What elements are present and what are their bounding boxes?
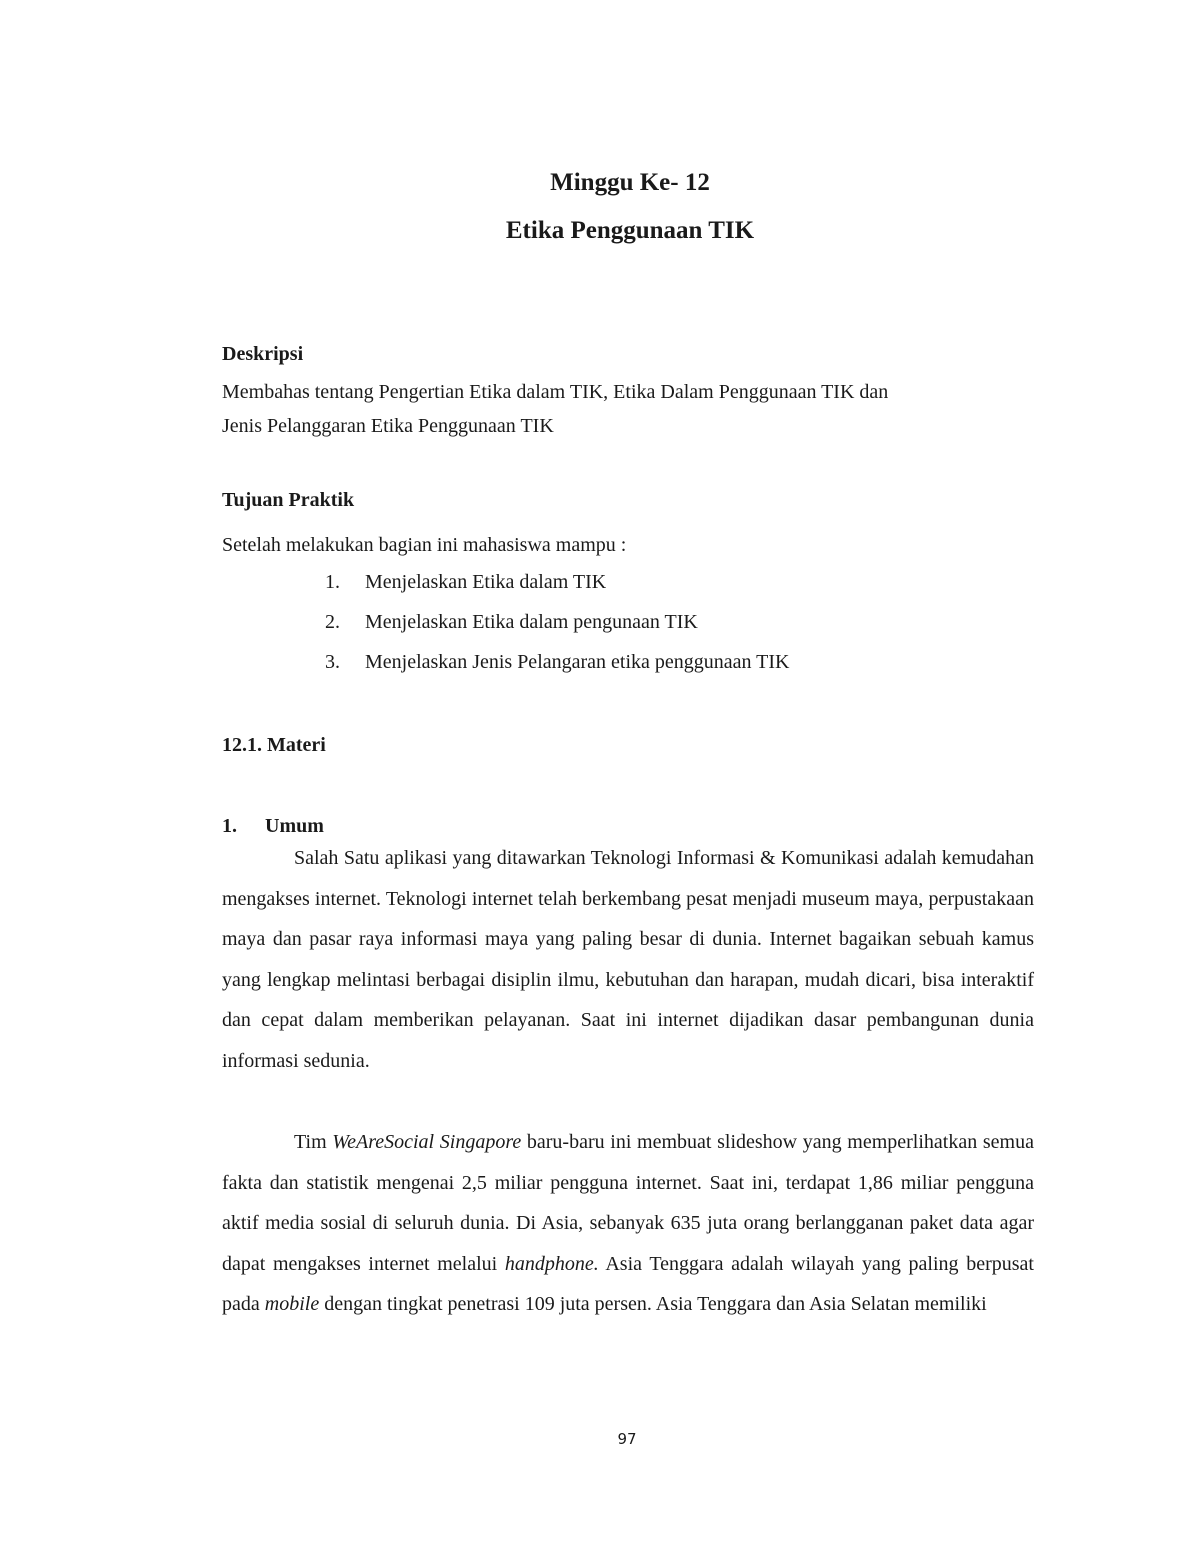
deskripsi-body bbox=[222, 375, 1034, 443]
deskripsi-heading: Deskripsi bbox=[222, 343, 304, 365]
paragraph-1: Salah Satu aplikasi yang ditawarkan Teknologi Informasi & Komunikasi adalah kemudahan mengakses internet. Teknologi internet telah berkembang pesat menjadi museum maya, perpustakaan maya dan pasar raya informasi maya yang paling besar di dunia. Internet bagaikan sebuah kamus yang lengkap melintasi berbagai disiplin ilmu, kebutuhan dan harapan, mudah dicari, bisa interaktif dan cepat dalam memberikan pelayanan. Saat ini internet dijadikan dasar pembangunan dunia informasi sedunia. bbox=[222, 847, 1034, 1072]
deskripsi-line-2: Jenis Pelanggaran Etika Penggunaan TIK bbox=[222, 415, 554, 437]
materi-heading: 12.1. Materi bbox=[222, 734, 326, 756]
paragraph-2-text-4: dengan tingkat penetrasi 109 juta persen. Asia Tenggara dan Asia Selatan memiliki bbox=[319, 1293, 987, 1316]
paragraph-2-text-2: baru-baru ini membuat slideshow yang memperlihatkan semua fakta dan statistik mengenai 2,5 miliar pengguna internet. Saat ini, terdapat 1,86 miliar pengguna aktif media sosial di seluruh dunia. Di Asia, sebanyak 635 juta orang berlangganan paket data agar dapat mengakses internet melalui bbox=[222, 1131, 1034, 1275]
tujuan-intro: Setelah melakukan bagian ini mahasiswa mampu : bbox=[222, 534, 627, 556]
paragraph-2-italic-3: mobile bbox=[264, 1293, 320, 1316]
list-item-text: Menjelaskan Jenis Pelangaran etika penggunaan TIK bbox=[365, 651, 790, 673]
paragraph-2-text-1: Tim bbox=[294, 1131, 333, 1153]
list-item-number: 1. bbox=[325, 571, 340, 593]
topic-title: Etika Penggunaan TIK bbox=[505, 217, 755, 244]
page-number: 97 bbox=[617, 1430, 637, 1448]
list-item-number: 2. bbox=[325, 611, 340, 633]
week-title: Minggu Ke- 12 bbox=[550, 169, 710, 196]
list-item-text: Menjelaskan Etika dalam pengunaan TIK bbox=[365, 611, 698, 633]
paragraph-2-italic-1: WeAreSocial Singapore bbox=[332, 1131, 522, 1153]
list-item bbox=[325, 648, 790, 688]
paragraph-2 bbox=[222, 1122, 1034, 1325]
paragraph-2-text-3: Asia Tenggara adalah wilayah yang paling berpusat pada bbox=[222, 1252, 1034, 1316]
list-item bbox=[325, 568, 790, 608]
list-item bbox=[325, 608, 790, 648]
list-item-text: Menjelaskan Etika dalam TIK bbox=[365, 571, 607, 593]
section-heading-umum bbox=[222, 812, 1034, 840]
section-number: 1. bbox=[222, 815, 237, 837]
paragraph-2-italic-2: handphone. bbox=[504, 1252, 599, 1275]
tujuan-heading: Tujuan Praktik bbox=[222, 489, 355, 511]
deskripsi-line-1: Membahas tentang Pengertian Etika dalam TIK, Etika Dalam Penggunaan TIK dan bbox=[222, 381, 889, 403]
list-item-number: 3. bbox=[325, 651, 340, 673]
objectives-list bbox=[325, 568, 790, 688]
section-title: Umum bbox=[265, 815, 324, 837]
